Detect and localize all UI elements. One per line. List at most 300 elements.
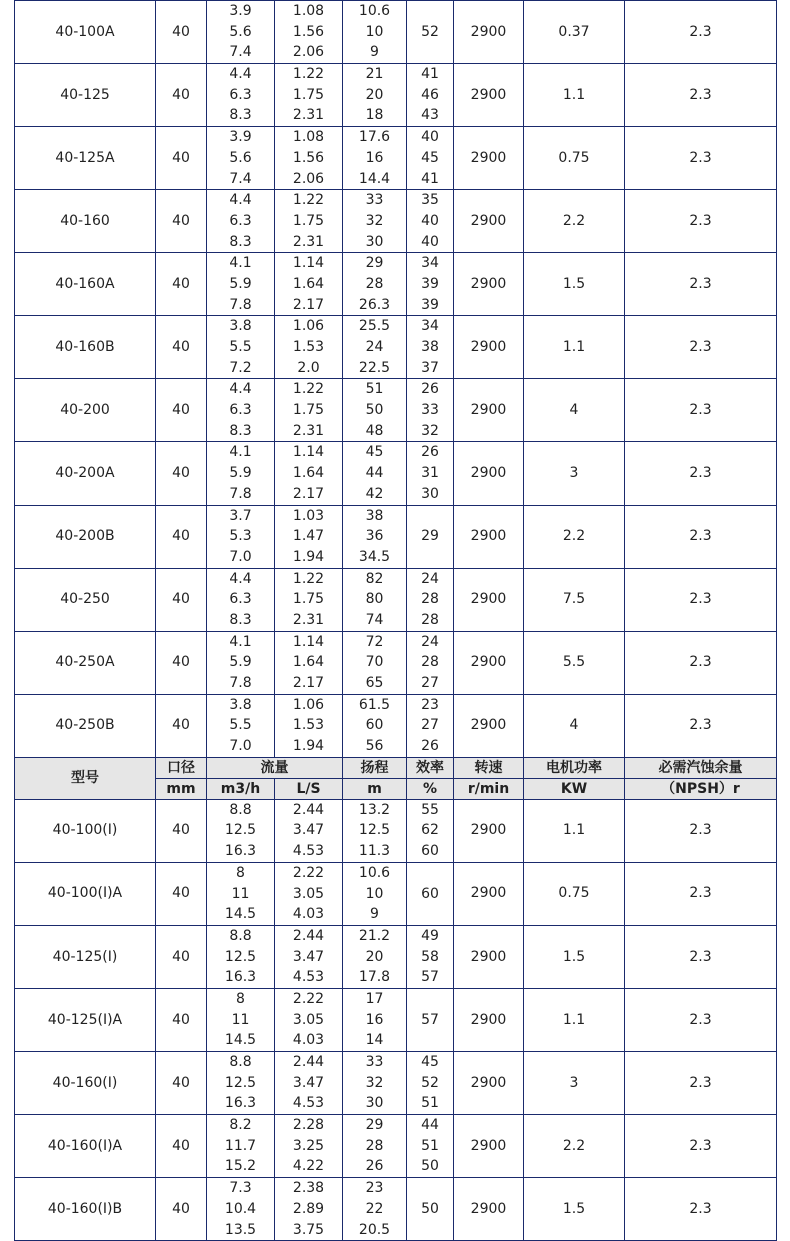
cell-value: 50 [421, 1200, 439, 1217]
cell-value: 11 [231, 885, 250, 902]
group1-body [15, 1, 777, 758]
cell-model: 40-160(I) [15, 1052, 156, 1115]
table-row [15, 127, 777, 190]
cell-caliber: 40 [156, 694, 207, 757]
cell-flow-ls [275, 1052, 343, 1115]
cell-power: 5.5 [524, 631, 625, 694]
cell-value: 16 [365, 149, 384, 166]
cell-flow-m3h [207, 631, 275, 694]
table-row [15, 862, 777, 925]
table-row [15, 988, 777, 1051]
cell-value: 2.06 [292, 170, 325, 187]
cell-value: 4.22 [292, 1158, 325, 1175]
cell-model: 40-160B [15, 316, 156, 379]
cell-model: 40-100(I)A [15, 862, 156, 925]
cell-value: 1.75 [292, 86, 325, 103]
cell-npsh: 2.3 [625, 988, 777, 1051]
cell-value: 2.28 [292, 1117, 325, 1134]
cell-model: 40-160(I)A [15, 1115, 156, 1178]
cell-value: 7.8 [229, 296, 252, 313]
cell-value: 45 [365, 444, 384, 461]
cell-value: 2.31 [292, 611, 325, 628]
cell-value: 2.17 [292, 485, 325, 502]
cell-value: 26 [421, 738, 439, 755]
cell-power: 0.37 [524, 1, 625, 64]
cell-npsh: 2.3 [625, 253, 777, 316]
cell-value: 60 [365, 717, 384, 734]
cell-caliber: 40 [156, 190, 207, 253]
cell-value: 61.5 [358, 696, 391, 713]
cell-value: 33 [365, 192, 384, 209]
table-row [15, 1178, 777, 1241]
cell-caliber: 40 [156, 127, 207, 190]
cell-value: 37 [421, 359, 439, 376]
cell-model: 40-125(I) [15, 925, 156, 988]
cell-head [343, 190, 407, 253]
cell-speed: 2900 [454, 1178, 524, 1241]
cell-value: 21 [365, 66, 384, 83]
cell-value: 40 [421, 233, 439, 250]
table-row [15, 442, 777, 505]
cell-value: 8.3 [229, 107, 252, 124]
cell-npsh: 2.3 [625, 127, 777, 190]
cell-value: 1.03 [292, 507, 325, 524]
cell-value: 1.75 [292, 591, 325, 608]
cell-value: 1.22 [292, 66, 325, 83]
cell-speed: 2900 [454, 64, 524, 127]
cell-value: 29 [365, 255, 384, 272]
cell-flow-m3h [207, 1178, 275, 1241]
cell-value: 32 [421, 422, 439, 439]
header-flow: 流量 [207, 757, 343, 778]
cell-value: 1.64 [292, 654, 325, 671]
table-row [15, 316, 777, 379]
cell-value: 4.53 [292, 969, 325, 986]
cell-efficiency [407, 253, 454, 316]
cell-value: 2.89 [292, 1200, 325, 1217]
cell-caliber: 40 [156, 568, 207, 631]
cell-flow-ls [275, 1115, 343, 1178]
cell-flow-m3h [207, 379, 275, 442]
cell-value: 36 [365, 528, 384, 545]
cell-flow-m3h [207, 64, 275, 127]
cell-power: 2.2 [524, 1115, 625, 1178]
cell-speed: 2900 [454, 505, 524, 568]
cell-model: 40-200 [15, 379, 156, 442]
cell-value: 25.5 [358, 318, 391, 335]
cell-value: 62 [421, 822, 439, 839]
cell-value: 17.8 [358, 969, 391, 986]
cell-value: 16.3 [224, 843, 257, 860]
cell-value: 32 [365, 1074, 384, 1091]
cell-value: 41 [421, 66, 439, 83]
header-model: 型号 [15, 757, 156, 799]
cell-value: 46 [421, 86, 439, 103]
cell-value: 1.14 [292, 633, 325, 650]
cell-flow-m3h [207, 568, 275, 631]
cell-value: 4.4 [229, 381, 252, 398]
table-row [15, 190, 777, 253]
cell-head [343, 1, 407, 64]
cell-value: 27 [421, 717, 439, 734]
cell-value: 29 [421, 528, 439, 545]
cell-value: 4.03 [292, 906, 325, 923]
cell-value: 10.6 [358, 864, 391, 881]
cell-value: 24 [421, 570, 439, 587]
cell-value: 58 [421, 948, 439, 965]
cell-value: 12.5 [224, 822, 257, 839]
cell-flow-m3h [207, 505, 275, 568]
cell-value: 39 [421, 275, 439, 292]
cell-efficiency [407, 925, 454, 988]
cell-value: 80 [365, 591, 384, 608]
cell-npsh: 2.3 [625, 862, 777, 925]
cell-model: 40-160 [15, 190, 156, 253]
cell-value: 8.8 [229, 801, 252, 818]
cell-value: 30 [365, 233, 384, 250]
cell-value: 1.47 [292, 528, 325, 545]
cell-caliber: 40 [156, 1, 207, 64]
cell-efficiency [407, 988, 454, 1051]
cell-flow-ls [275, 442, 343, 505]
cell-value: 34 [421, 318, 439, 335]
cell-power: 1.1 [524, 799, 625, 862]
cell-value: 1.64 [292, 465, 325, 482]
header-npsh: 必需汽蚀余量 [625, 757, 777, 778]
cell-value: 12.5 [224, 1074, 257, 1091]
cell-value: 2.31 [292, 422, 325, 439]
cell-npsh: 2.3 [625, 379, 777, 442]
cell-value: 3.9 [229, 129, 252, 146]
pump-spec-table [14, 0, 777, 1241]
table-row [15, 64, 777, 127]
table-row [15, 1, 777, 64]
cell-caliber: 40 [156, 1115, 207, 1178]
cell-value: 12.5 [224, 948, 257, 965]
cell-value: 8 [236, 990, 245, 1007]
cell-flow-m3h [207, 316, 275, 379]
cell-flow-m3h [207, 190, 275, 253]
cell-value: 4.1 [229, 255, 252, 272]
cell-value: 3.05 [292, 1011, 325, 1028]
cell-efficiency [407, 64, 454, 127]
cell-caliber: 40 [156, 442, 207, 505]
cell-value: 8.8 [229, 1054, 252, 1070]
cell-value: 82 [365, 570, 384, 587]
cell-value: 10.4 [224, 1200, 257, 1217]
cell-model: 40-250 [15, 568, 156, 631]
cell-flow-ls [275, 64, 343, 127]
cell-value: 4.53 [292, 843, 325, 860]
cell-value: 1.14 [292, 255, 325, 272]
cell-value: 27 [421, 675, 439, 691]
header-speed-unit: r/min [454, 778, 524, 799]
cell-head [343, 64, 407, 127]
cell-power: 1.1 [524, 316, 625, 379]
cell-efficiency [407, 442, 454, 505]
cell-value: 44 [365, 465, 384, 482]
cell-value: 1.64 [292, 275, 325, 292]
cell-flow-m3h [207, 127, 275, 190]
cell-efficiency [407, 505, 454, 568]
cell-value: 1.53 [292, 339, 325, 355]
cell-flow-m3h [207, 988, 275, 1051]
cell-caliber: 40 [156, 253, 207, 316]
cell-value: 14.5 [224, 906, 257, 923]
cell-caliber: 40 [156, 631, 207, 694]
cell-caliber: 40 [156, 799, 207, 862]
cell-head [343, 631, 407, 694]
cell-value: 7.4 [229, 170, 252, 187]
header-efficiency-unit: % [407, 778, 454, 799]
cell-value: 1.56 [292, 149, 325, 166]
cell-head [343, 253, 407, 316]
cell-efficiency [407, 1178, 454, 1241]
cell-head [343, 505, 407, 568]
cell-value: 26.3 [358, 296, 391, 313]
cell-value: 2.44 [292, 1054, 325, 1070]
cell-value: 5.6 [229, 23, 252, 40]
cell-flow-ls [275, 631, 343, 694]
cell-value: 57 [421, 1011, 439, 1028]
cell-speed: 2900 [454, 316, 524, 379]
cell-efficiency [407, 862, 454, 925]
table-row [15, 799, 777, 862]
cell-value: 5.9 [229, 465, 252, 482]
cell-value: 52 [421, 23, 439, 40]
cell-value: 4.1 [229, 633, 252, 650]
cell-value: 26 [421, 381, 439, 398]
cell-value: 20 [365, 86, 384, 103]
cell-npsh: 2.3 [625, 190, 777, 253]
cell-value: 28 [421, 611, 439, 628]
cell-value: 9 [370, 906, 379, 923]
cell-value: 12.5 [358, 822, 391, 839]
cell-flow-m3h [207, 799, 275, 862]
table-row [15, 694, 777, 757]
cell-flow-m3h [207, 694, 275, 757]
cell-power: 0.75 [524, 862, 625, 925]
cell-power: 2.2 [524, 505, 625, 568]
cell-value: 33 [421, 402, 439, 419]
header-power: 电机功率 [524, 757, 625, 778]
cell-value: 11.7 [224, 1137, 257, 1154]
cell-value: 1.22 [292, 381, 325, 398]
cell-model: 40-200A [15, 442, 156, 505]
cell-value: 60 [421, 843, 439, 860]
header-caliber-unit: mm [156, 778, 207, 799]
cell-flow-ls [275, 925, 343, 988]
cell-head [343, 442, 407, 505]
cell-value: 26 [421, 444, 439, 461]
cell-value: 29 [365, 1117, 384, 1134]
cell-value: 57 [421, 969, 439, 986]
cell-efficiency [407, 1, 454, 64]
cell-value: 40 [421, 212, 439, 229]
cell-flow-ls [275, 127, 343, 190]
cell-efficiency [407, 190, 454, 253]
header-row-1 [15, 757, 777, 778]
cell-value: 5.9 [229, 275, 252, 292]
cell-value: 8 [236, 864, 245, 881]
cell-value: 2.44 [292, 927, 325, 944]
cell-model: 40-125A [15, 127, 156, 190]
cell-value: 2.17 [292, 296, 325, 313]
cell-value: 28 [365, 1137, 384, 1154]
cell-value: 28 [421, 654, 439, 671]
cell-model: 40-100(I) [15, 799, 156, 862]
cell-value: 21.2 [358, 927, 391, 944]
cell-value: 1.75 [292, 212, 325, 229]
table-row [15, 505, 777, 568]
cell-value: 42 [365, 485, 384, 502]
header-power-unit: KW [524, 778, 625, 799]
cell-value: 1.22 [292, 192, 325, 209]
cell-value: 10 [365, 885, 384, 902]
cell-value: 44 [421, 1117, 439, 1134]
cell-npsh: 2.3 [625, 925, 777, 988]
cell-value: 16.3 [224, 969, 257, 986]
table-row [15, 1115, 777, 1178]
cell-model: 40-250B [15, 694, 156, 757]
cell-power: 4 [524, 694, 625, 757]
cell-head [343, 316, 407, 379]
cell-value: 32 [365, 212, 384, 229]
cell-model: 40-160A [15, 253, 156, 316]
header-speed: 转速 [454, 757, 524, 778]
table-header [15, 757, 777, 799]
cell-value: 1.08 [292, 129, 325, 146]
cell-value: 28 [421, 591, 439, 608]
cell-value: 3.8 [229, 696, 252, 713]
cell-value: 4.4 [229, 570, 252, 587]
cell-value: 8.2 [229, 1117, 252, 1134]
cell-flow-ls [275, 799, 343, 862]
cell-value: 24 [421, 633, 439, 650]
cell-value: 60 [421, 885, 439, 902]
cell-value: 5.3 [229, 528, 252, 545]
cell-value: 5.6 [229, 149, 252, 166]
cell-flow-ls [275, 253, 343, 316]
cell-efficiency [407, 316, 454, 379]
cell-value: 51 [365, 381, 384, 398]
cell-value: 5.5 [229, 717, 252, 734]
cell-efficiency [407, 127, 454, 190]
cell-value: 23 [365, 1180, 384, 1197]
table-row [15, 925, 777, 988]
cell-value: 8.8 [229, 927, 252, 944]
cell-flow-ls [275, 568, 343, 631]
cell-value: 16 [365, 1011, 384, 1028]
cell-value: 7.8 [229, 675, 252, 691]
header-head: 扬程 [343, 757, 407, 778]
cell-speed: 2900 [454, 379, 524, 442]
cell-power: 1.5 [524, 1178, 625, 1241]
cell-npsh: 2.3 [625, 631, 777, 694]
cell-value: 28 [365, 275, 384, 292]
cell-value: 2.17 [292, 675, 325, 691]
cell-value: 51 [421, 1095, 439, 1112]
cell-speed: 2900 [454, 862, 524, 925]
cell-caliber: 40 [156, 64, 207, 127]
cell-value: 3.47 [292, 1074, 325, 1091]
cell-value: 35 [421, 192, 439, 209]
cell-value: 7.8 [229, 485, 252, 502]
cell-head [343, 1115, 407, 1178]
cell-flow-ls [275, 316, 343, 379]
cell-value: 1.53 [292, 717, 325, 734]
header-flow-unit-m3h: m3/h [207, 778, 275, 799]
cell-value: 3.25 [292, 1137, 325, 1154]
cell-efficiency [407, 799, 454, 862]
cell-caliber: 40 [156, 862, 207, 925]
cell-caliber: 40 [156, 379, 207, 442]
cell-efficiency [407, 1052, 454, 1115]
cell-value: 2.31 [292, 233, 325, 250]
cell-speed: 2900 [454, 1, 524, 64]
cell-efficiency [407, 568, 454, 631]
cell-value: 7.0 [229, 548, 252, 565]
cell-flow-m3h [207, 1115, 275, 1178]
cell-flow-ls [275, 1178, 343, 1241]
cell-value: 8.3 [229, 233, 252, 250]
cell-value: 26 [365, 1158, 384, 1175]
cell-head [343, 988, 407, 1051]
cell-power: 7.5 [524, 568, 625, 631]
cell-value: 15.2 [224, 1158, 257, 1175]
cell-value: 4.1 [229, 444, 252, 461]
cell-flow-ls [275, 190, 343, 253]
cell-value: 38 [365, 507, 384, 524]
cell-value: 11.3 [358, 843, 391, 860]
cell-value: 45 [421, 149, 439, 166]
cell-value: 3.8 [229, 318, 252, 335]
cell-value: 17.6 [358, 129, 391, 146]
header-caliber: 口径 [156, 757, 207, 778]
cell-speed: 2900 [454, 253, 524, 316]
cell-value: 1.22 [292, 570, 325, 587]
cell-value: 16.3 [224, 1095, 257, 1112]
cell-value: 7.3 [229, 1180, 252, 1197]
cell-value: 1.06 [292, 696, 325, 713]
table-row [15, 631, 777, 694]
cell-value: 34.5 [358, 548, 391, 565]
cell-value: 3.47 [292, 948, 325, 965]
cell-npsh: 2.3 [625, 799, 777, 862]
cell-value: 11 [231, 1011, 250, 1028]
cell-value: 50 [365, 402, 384, 419]
cell-value: 8.3 [229, 611, 252, 628]
cell-model: 40-125(I)A [15, 988, 156, 1051]
cell-value: 5.5 [229, 339, 252, 355]
cell-value: 2.22 [292, 990, 325, 1007]
cell-caliber: 40 [156, 505, 207, 568]
cell-head [343, 1052, 407, 1115]
cell-value: 6.3 [229, 86, 252, 103]
cell-value: 38 [421, 339, 439, 355]
cell-speed: 2900 [454, 799, 524, 862]
cell-npsh: 2.3 [625, 442, 777, 505]
cell-value: 13.5 [224, 1221, 257, 1238]
cell-value: 1.94 [292, 548, 325, 565]
cell-value: 40 [421, 129, 439, 146]
cell-value: 48 [365, 422, 384, 439]
cell-head [343, 694, 407, 757]
cell-value: 7.4 [229, 44, 252, 61]
cell-head [343, 127, 407, 190]
cell-speed: 2900 [454, 190, 524, 253]
cell-value: 20 [365, 948, 384, 965]
